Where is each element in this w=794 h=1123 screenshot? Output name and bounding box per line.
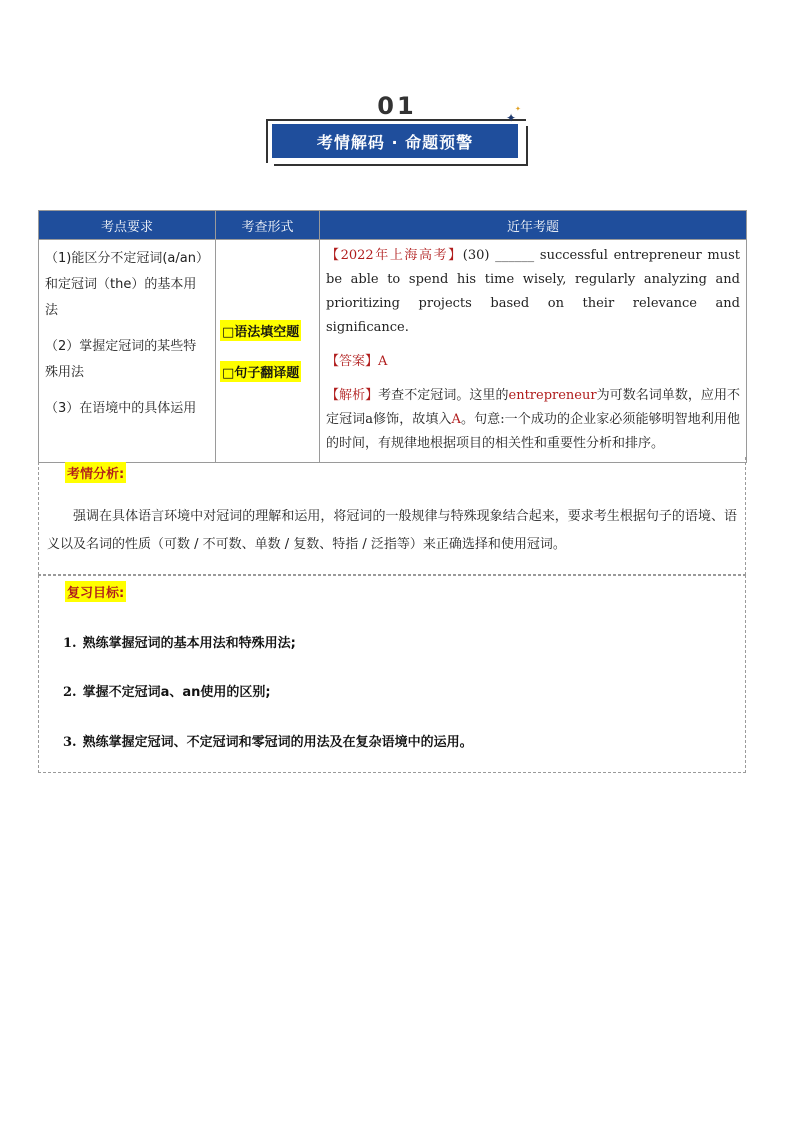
question-text — [326, 244, 740, 340]
goal-text: 熟练掌握定冠词、不定冠词和零冠词的用法及在复杂语境中的运用。 — [82, 735, 473, 750]
answer-label: 【答案】 — [326, 354, 379, 369]
exam-analysis-title: 考情分析: — [65, 462, 126, 483]
goal-text: 掌握不定冠词a、an使用的区别; — [82, 685, 271, 700]
requirement-item: （1)能区分不定冠词(a/an）和定冠词（the）的基本用法 — [45, 251, 209, 318]
analysis-label: 【解析】 — [326, 388, 379, 403]
analysis-keyword: entrepreneur — [508, 388, 597, 403]
goal-number: 2. — [63, 685, 77, 700]
form-tag: □句子翻译题 — [220, 361, 301, 382]
exam-analysis-text: 强调在具体语言环境中对冠词的理解和运用，将冠词的一般规律与特殊现象结合起来，要求考生根据句子的语境、语义以及名词的性质（可数 / 不可数、单数 / 复数、特指 / 泛指等）来正确选择和使用冠词。 — [47, 509, 737, 552]
question-source: 【2022年上海高考】 — [326, 248, 463, 263]
table-header-row — [39, 211, 747, 240]
requirement-item: （3）在语境中的具体运用 — [45, 401, 197, 416]
exam-points-table — [38, 210, 747, 463]
answer-value: A — [378, 354, 388, 369]
forms-cell — [216, 240, 320, 463]
analysis-answer: A — [451, 412, 461, 427]
goal-number: 3. — [63, 735, 77, 750]
banner-title: 考情解码 · 命题预警 — [272, 124, 518, 158]
exam-analysis-section — [38, 457, 746, 575]
analysis-line — [326, 384, 740, 456]
header-recent-questions: 近年考题 — [320, 211, 747, 240]
goal-item — [63, 681, 271, 700]
goal-item — [63, 731, 473, 750]
header-forms: 考查形式 — [216, 211, 320, 240]
answer-line — [326, 350, 740, 374]
requirement-item: （2）掌握定冠词的某些特殊用法 — [45, 339, 197, 380]
question-cell — [320, 240, 747, 463]
analysis-part: 为可数名词单数，应用不定冠词a修饰，故填入 — [326, 388, 740, 427]
goal-number: 1. — [63, 636, 77, 651]
table-row — [39, 240, 747, 463]
header-requirements: 考点要求 — [39, 211, 216, 240]
sparkle-icon: ✦ — [506, 111, 517, 125]
sparkle-small-icon: ✦ — [515, 105, 521, 113]
requirements-cell — [39, 240, 216, 463]
form-tag: □语法填空题 — [220, 320, 301, 341]
review-goals-title: 复习目标: — [65, 581, 126, 602]
goal-text: 熟练掌握冠词的基本用法和特殊用法; — [82, 636, 296, 651]
section-number: 01 — [377, 92, 417, 120]
analysis-part: 。句意:一个成功的企业家必须能够明智地利用他的时间，有规律地根据项目的相关性和重要性分析和排序。 — [326, 412, 740, 451]
question-body: (30) ______ successful entrepreneur must be able to spend his time wisely, regularly analyzing and prioritizing projects based on their relevance and significance. — [326, 248, 740, 335]
review-goals-section — [38, 575, 746, 773]
goal-item — [63, 632, 296, 651]
analysis-part: 考查不定冠词。这里的 — [378, 388, 509, 403]
